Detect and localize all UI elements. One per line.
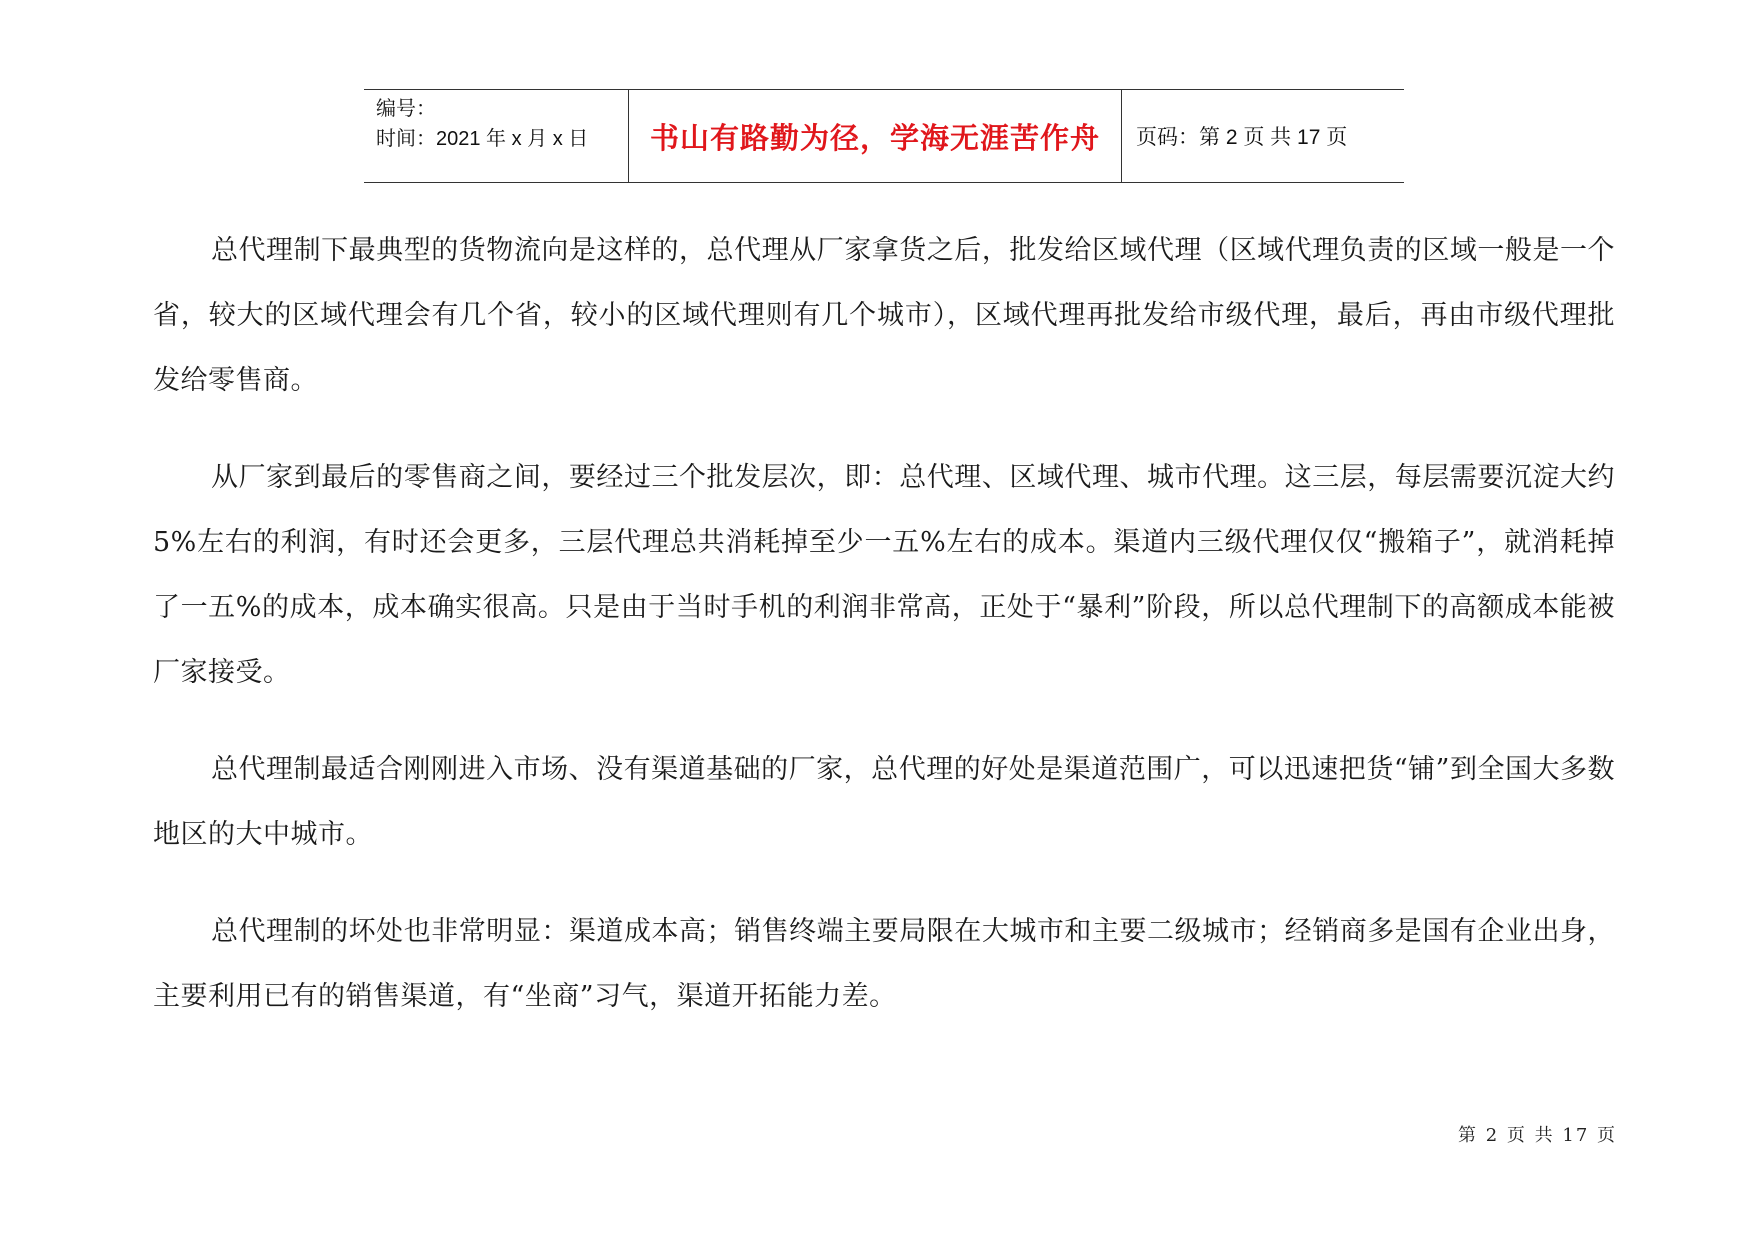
paragraph-2: 从厂家到最后的零售商之间，要经过三个批发层次，即：总代理、区域代理、城市代理。这三层，每层需要沉淀大约 5%左右的利润，有时还会更多，三层代理总共消耗掉至少一五%左右的成本。渠道内三级代理仅仅“搬箱子”，就消耗掉了一五%的成本，成本确实很高。只是由于当时手机的利润非常高，正处于“暴利”阶段，所以总代理制下的高额成本能被厂家接受。 — [153, 462, 1615, 688]
document-time-label: 时间：2021 年 x 月 x 日 — [376, 128, 589, 150]
document-body — [153, 218, 1615, 1061]
page-header — [364, 89, 1404, 183]
paragraph-4: 总代理制的坏处也非常明显：渠道成本高；销售终端主要局限在大城市和主要二级城市；经销商多是国有企业出身，主要利用已有的销售渠道，有“坐商”习气，渠道开拓能力差。 — [153, 916, 1615, 1012]
header-meta-cell — [364, 90, 629, 182]
header-page-cell — [1122, 90, 1404, 182]
header-motto: 书山有路勤为径，学海无涯苦作舟 — [649, 120, 1100, 155]
paragraph-3: 总代理制最适合刚刚进入市场、没有渠道基础的厂家，总代理的好处是渠道范围广，可以迅速把货“铺”到全国大多数地区的大中城市。 — [153, 754, 1615, 850]
header-motto-cell — [629, 90, 1122, 182]
page-footer: 第 2 页 共 17 页 — [1458, 1125, 1617, 1146]
document-number-label: 编号： — [376, 98, 436, 120]
paragraph-1: 总代理制下最典型的货物流向是这样的，总代理从厂家拿货之后，批发给区域代理（区域代理负责的区域一般是一个省，较大的区域代理会有几个省，较小的区域代理则有几个城市），区域代理再批发给市级代理，最后，再由市级代理批发给零售商。 — [153, 235, 1615, 396]
header-page-info: 页码：第 2 页 共 17 页 — [1136, 126, 1348, 149]
